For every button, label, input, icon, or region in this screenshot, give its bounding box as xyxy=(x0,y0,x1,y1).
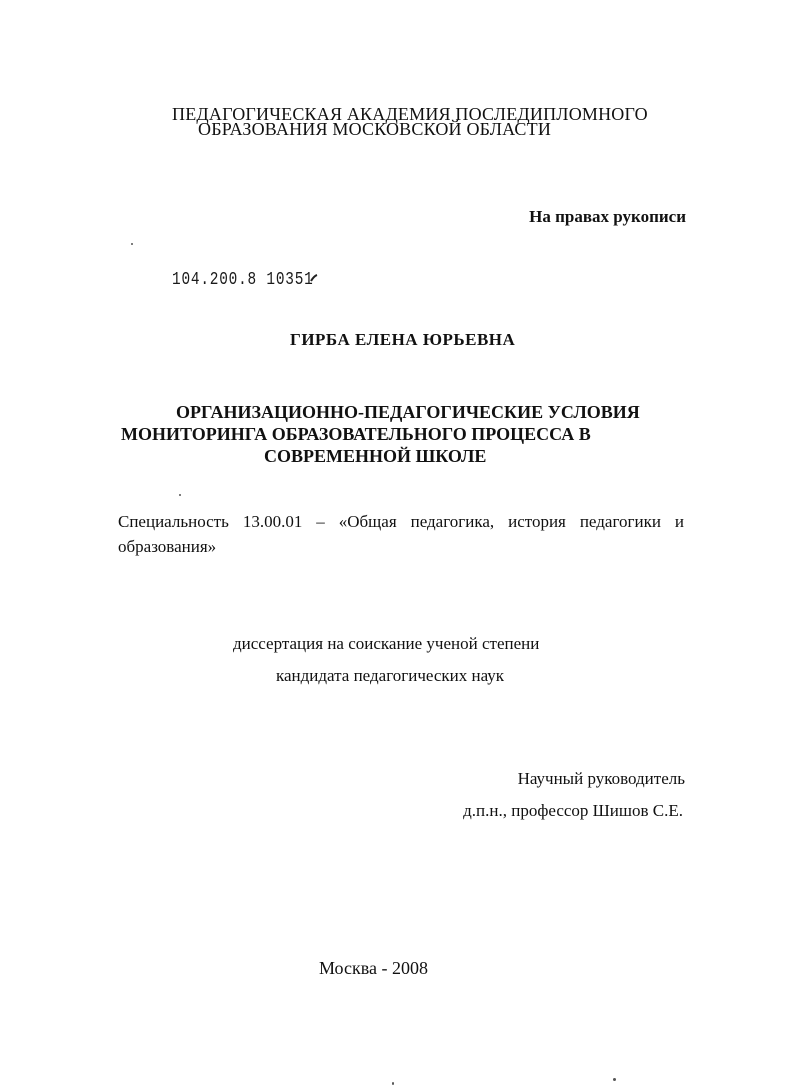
archive-stamp-number: 104.200.8 10351 xyxy=(172,270,314,290)
advisor-name: д.п.н., профессор Шишов С.Е. xyxy=(463,801,683,820)
degree-statement-line1: диссертация на соискание ученой степени xyxy=(233,634,540,653)
scan-speck xyxy=(131,243,133,245)
institution-name-line2: ОБРАЗОВАНИЯ МОСКОВСКОЙ ОБЛАСТИ xyxy=(198,119,552,139)
scan-speck xyxy=(392,1082,394,1085)
institution-name-line1: ПЕДАГОГИЧЕСКАЯ АКАДЕМИЯ ПОСЛЕДИПЛОМНОГО xyxy=(172,104,648,124)
dissertation-title-line3: СОВРЕМЕННОЙ ШКОЛЕ xyxy=(264,446,487,466)
author-name: ГИРБА ЕЛЕНА ЮРЬЕВНА xyxy=(290,330,516,349)
degree-statement-line2: кандидата педагогических наук xyxy=(276,666,505,685)
stamp-mark-icon xyxy=(309,274,319,284)
dissertation-title-line2: МОНИТОРИНГА ОБРАЗОВАТЕЛЬНОГО ПРОЦЕССА В xyxy=(121,424,591,444)
specialty-statement: Специальность 13.00.01 – «Общая педагогика, история педагогики и образования» xyxy=(118,512,684,556)
dissertation-title-line1: ОРГАНИЗАЦИОННО-ПЕДАГОГИЧЕСКИЕ УСЛОВИЯ xyxy=(176,402,640,422)
scan-speck xyxy=(613,1078,616,1081)
manuscript-rights-note: На правах рукописи xyxy=(529,207,686,226)
scan-speck xyxy=(179,494,181,496)
advisor-role: Научный руководитель xyxy=(517,769,685,788)
place-and-year: Москва - 2008 xyxy=(319,958,428,978)
